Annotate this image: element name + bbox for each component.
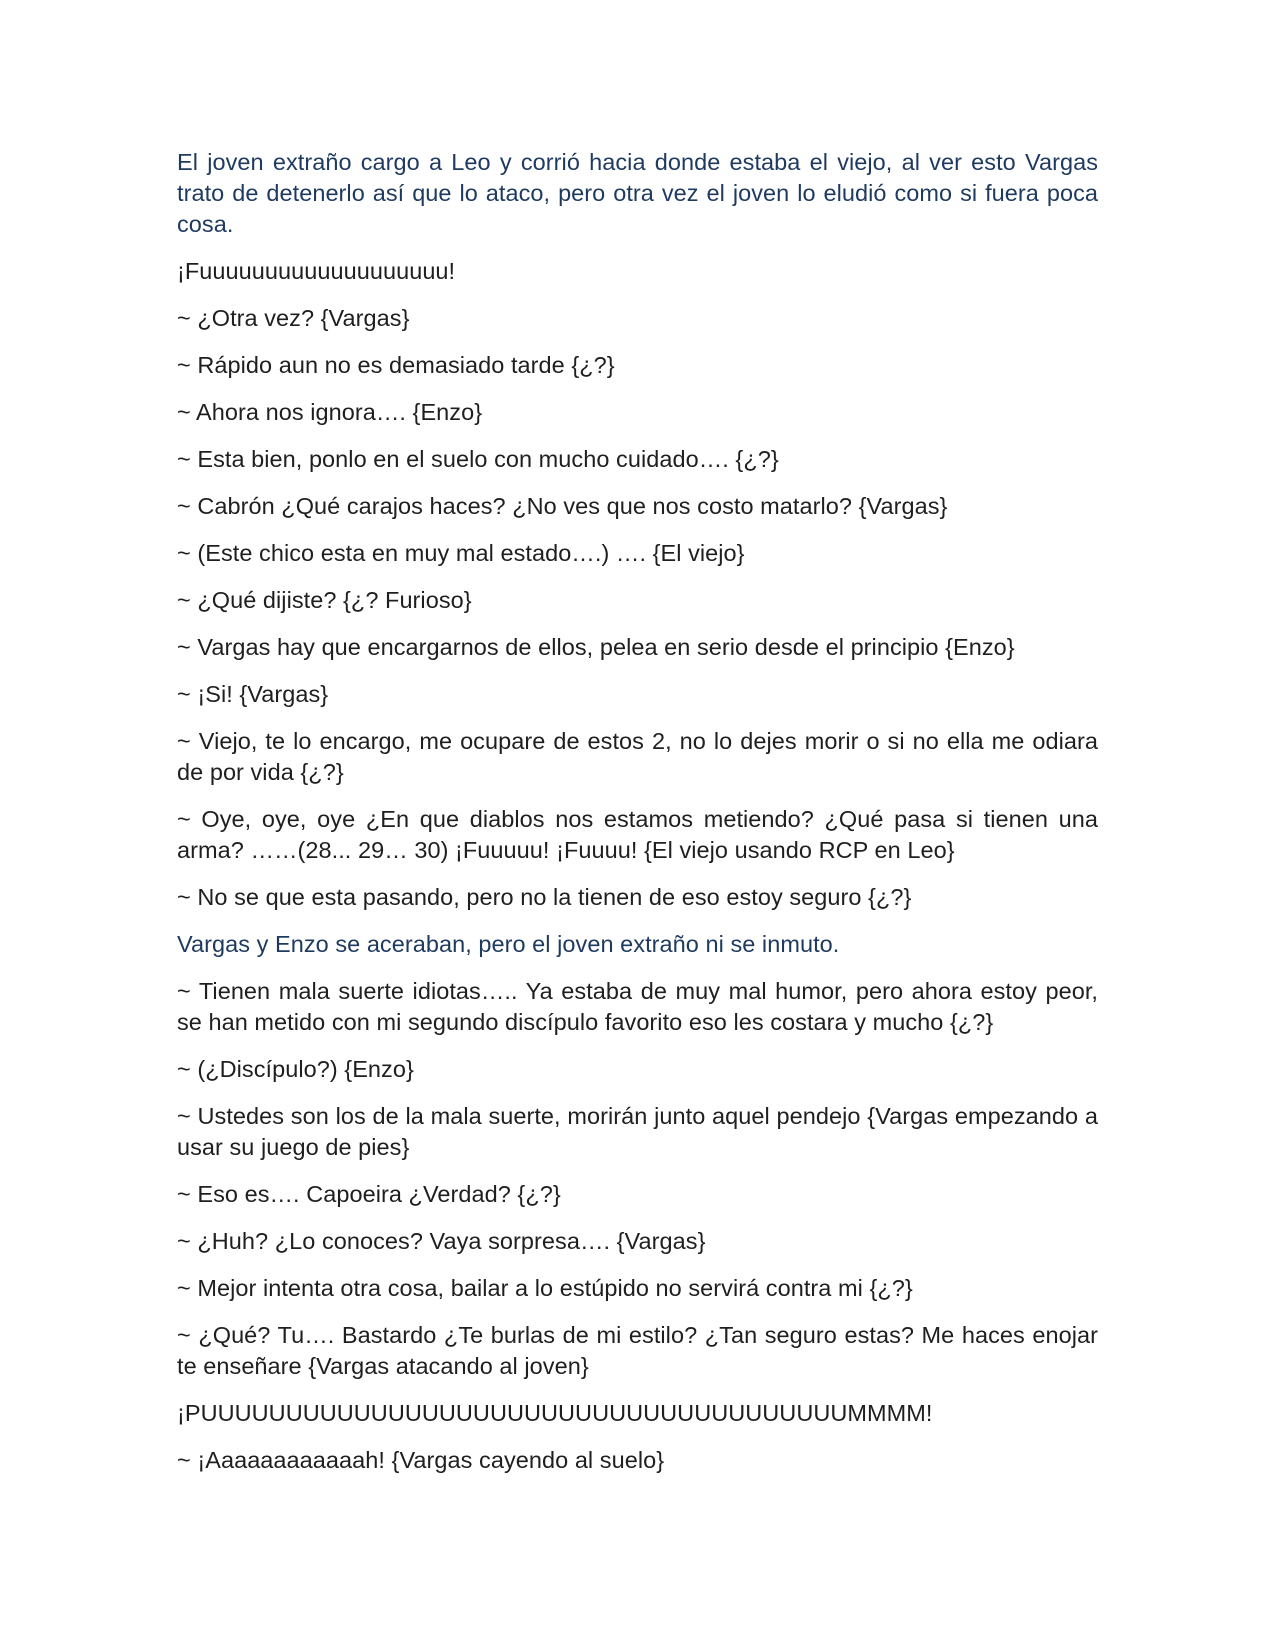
dialogue-line: ~ No se que esta pasando, pero no la tienen de eso estoy seguro {¿?} xyxy=(177,884,912,910)
dialogue-line: ~ ¿Qué dijiste? {¿? Furioso} xyxy=(177,587,472,613)
dialogue-line: ~ Esta bien, ponlo en el suelo con mucho cuidado…. {¿?} xyxy=(177,446,779,472)
dialogue-line: ~ ¿Qué? Tu…. Bastardo ¿Te burlas de mi estilo? ¿Tan seguro estas? Me haces enojar te enseñare {Vargas atacando al joven} xyxy=(177,1322,1098,1379)
dialogue-line: ~ ¿Huh? ¿Lo conoces? Vaya sorpresa…. {Vargas} xyxy=(177,1228,706,1254)
dialogue-line: ¡Fuuuuuuuuuuuuuuuuuuu! xyxy=(177,258,456,284)
dialogue-line: ~ Oye, oye, oye ¿En que diablos nos estamos metiendo? ¿Qué pasa si tienen una arma? ……(28... 29… 30) ¡Fuuuuu! ¡Fuuuu! {El viejo usando RCP en Leo} xyxy=(177,806,1098,863)
dialogue-line: ~ Viejo, te lo encargo, me ocupare de estos 2, no lo dejes morir o si no ella me odiara de por vida {¿?} xyxy=(177,728,1098,785)
dialogue-line: ~ Vargas hay que encargarnos de ellos, pelea en serio desde el principio {Enzo} xyxy=(177,634,1015,660)
dialogue-line: ~ Tienen mala suerte idiotas….. Ya estaba de muy mal humor, pero ahora estoy peor, se han metido con mi segundo discípulo favorito eso les costara y mucho {¿?} xyxy=(177,978,1098,1035)
narration-paragraph: El joven extraño cargo a Leo y corrió hacia donde estaba el viejo, al ver esto Vargas trato de detenerlo así que lo ataco, pero otra vez el joven lo eludió como si fuera poca cosa. xyxy=(177,149,1098,237)
dialogue-line: ~ Ahora nos ignora…. {Enzo} xyxy=(177,399,483,425)
dialogue-line: ~ ¡Si! {Vargas} xyxy=(177,681,329,707)
dialogue-line: ~ Cabrón ¿Qué carajos haces? ¿No ves que nos costo matarlo? {Vargas} xyxy=(177,493,948,519)
dialogue-line: ~ ¿Otra vez? {Vargas} xyxy=(177,305,410,331)
dialogue-line: ¡PUUUUUUUUUUUUUUUUUUUUUUUUUUUUUUUUUUUUUUMMMM! xyxy=(177,1400,933,1426)
dialogue-line: ~ ¡Aaaaaaaaaaaah! {Vargas cayendo al suelo} xyxy=(177,1447,665,1473)
narration-paragraph: Vargas y Enzo se aceraban, pero el joven extraño ni se inmuto. xyxy=(177,931,840,957)
dialogue-line: ~ Eso es…. Capoeira ¿Verdad? {¿?} xyxy=(177,1181,561,1207)
dialogue-line: ~ Rápido aun no es demasiado tarde {¿?} xyxy=(177,352,615,378)
dialogue-line: ~ Mejor intenta otra cosa, bailar a lo estúpido no servirá contra mi {¿?} xyxy=(177,1275,913,1301)
dialogue-line: ~ (Este chico esta en muy mal estado….) …. {El viejo} xyxy=(177,540,745,566)
dialogue-line: ~ (¿Discípulo?) {Enzo} xyxy=(177,1056,414,1082)
document-page xyxy=(177,147,1098,1492)
dialogue-line: ~ Ustedes son los de la mala suerte, morirán junto aquel pendejo {Vargas empezando a usar su juego de pies} xyxy=(177,1103,1098,1160)
